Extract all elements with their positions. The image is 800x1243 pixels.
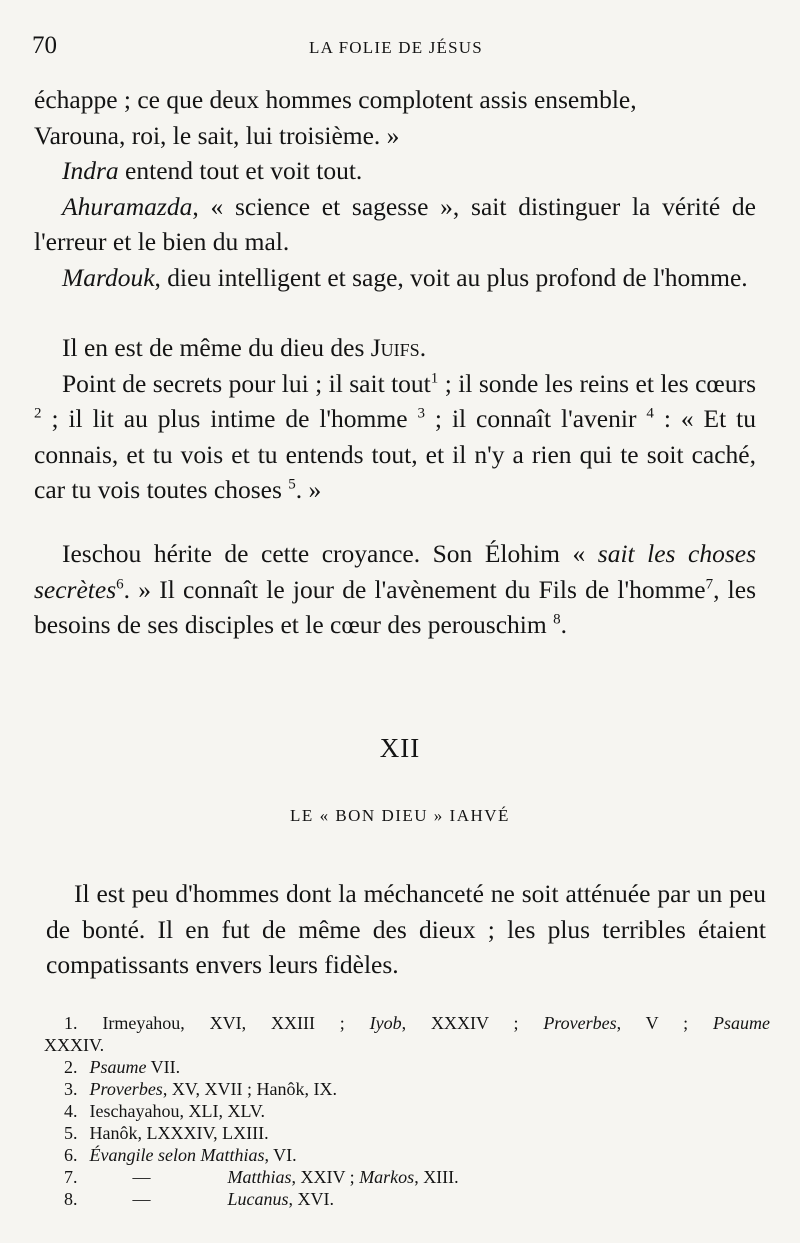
footnote-ref: 4	[646, 405, 654, 422]
footnote-2	[44, 1056, 770, 1078]
body-section-3	[34, 536, 756, 643]
footnote-text: Ieschayahou, XLI, XLV.	[89, 1101, 265, 1121]
footnote-italic: Matthias	[227, 1167, 292, 1187]
text-line: Varouna, roi, le sait, lui troisième. »	[34, 120, 400, 150]
footnote-6	[44, 1144, 770, 1166]
footnote-text: Irmeyahou, XVI, XXIII ;	[102, 1013, 370, 1033]
footnote-italic: Iyob	[369, 1013, 402, 1033]
deity-name: Ahuramazda	[62, 191, 193, 221]
text-line: échappe ; ce que deux hommes complotent assis ensemble,	[34, 85, 637, 114]
footnote-number: 1.	[64, 1013, 78, 1033]
paragraph-text: , les besoins de ses disciples et le cœur des perouschim	[34, 574, 757, 639]
footnote-text: , XVI.	[288, 1189, 335, 1209]
footnote-text: , VI.	[264, 1145, 297, 1165]
chapter-body	[46, 876, 766, 983]
paragraph-text: Ieschou hérite de cette croyance. Son Élohim «	[62, 539, 598, 568]
footnote-number: 8.	[64, 1189, 78, 1209]
paragraph-juifs	[34, 330, 756, 366]
chapter-number: XII	[379, 733, 421, 763]
deity-name: Indra	[62, 156, 119, 185]
body-section-1	[34, 82, 756, 295]
footnote-number: 6.	[64, 1145, 78, 1165]
paragraph-indra	[34, 153, 756, 189]
footnote-number: 5.	[64, 1123, 78, 1143]
paragraph-text: ; il connaît l'avenir	[424, 404, 647, 433]
footnote-text: , XIII.	[414, 1167, 459, 1187]
paragraph-text: ; il lit au plus intime de l'homme	[41, 404, 418, 433]
paragraph-ieschou	[34, 536, 756, 643]
footnote-number: 3.	[64, 1079, 78, 1099]
footnote-ref: 2	[34, 405, 42, 422]
footnote-italic: Markos	[359, 1167, 415, 1187]
footnote-ref: 3	[417, 405, 425, 422]
paragraph-text: Il en est de même du dieu des	[62, 333, 371, 362]
footnote-1	[44, 1012, 770, 1034]
footnote-text: , V ;	[616, 1013, 713, 1033]
paragraph-text: .	[419, 333, 427, 362]
paragraph-text: . »	[295, 475, 322, 504]
paragraph-line	[34, 118, 756, 154]
footnote-8	[44, 1188, 770, 1210]
paragraph-text: , « science et sagesse », sait distinguer la vérité de l'erreur et le bien du mal.	[34, 191, 756, 256]
paragraph-text: . » Il connaît le jour de l'avènement du Fils de l'homme	[123, 574, 706, 604]
paragraph-text: ; il sonde les reins et les cœurs	[438, 368, 756, 398]
footnote-text: , XXXIV ;	[401, 1013, 544, 1033]
footnote-text: Hanôk, LXXXIV, LXIII.	[89, 1123, 269, 1143]
footnote-italic: Évangile selon Matthias	[89, 1145, 265, 1165]
paragraph-ahuramazda	[34, 189, 756, 260]
footnote-text: , XXIV ;	[291, 1167, 360, 1187]
footnote-ref: 1	[430, 370, 439, 386]
footnote-text: , XV, XVII ; Hanôk, IX.	[162, 1079, 337, 1099]
paragraph-text: Point de secrets pour lui ; il sait tout	[62, 368, 431, 398]
chapter-title: LE « BON DIEU » IAHVÉ	[290, 806, 510, 825]
paragraph-text: , dieu intelligent et sage, voit au plus profond de l'homme.	[154, 262, 748, 292]
footnote-4	[44, 1100, 770, 1122]
footnote-ref: 7	[705, 576, 714, 592]
footnote-italic: Psaume	[713, 1013, 770, 1033]
ditto-dash: —	[132, 1167, 151, 1187]
page-number: 70	[32, 32, 57, 59]
footnote-ref: 6	[116, 576, 124, 592]
footnote-3	[44, 1078, 770, 1100]
running-title: LA FOLIE DE JÉSUS	[309, 38, 483, 57]
footnote-number: 4.	[64, 1101, 78, 1121]
deity-name: Mardouk	[62, 262, 155, 292]
footnote-italic: Lucanus	[227, 1189, 289, 1209]
paragraph-secrets	[34, 366, 756, 508]
footnotes	[44, 1012, 770, 1210]
paragraph-text: : « Et tu connais, et tu vois et tu entends tout, et il n'y a rien qui te soit caché, car tu vois toutes choses	[34, 404, 756, 504]
footnote-1-continued: XXXIV.	[44, 1035, 105, 1055]
paragraph-mardouk	[34, 260, 756, 296]
paragraph-text: entend tout et voit tout.	[118, 156, 363, 185]
footnote-5	[44, 1122, 770, 1144]
paragraph-line	[34, 82, 756, 118]
ditto-dash: —	[132, 1189, 151, 1209]
footnote-number: 2.	[64, 1057, 78, 1077]
paragraph-text: .	[560, 610, 567, 639]
footnote-italic: Proverbes	[543, 1013, 617, 1033]
body-section-2	[34, 330, 756, 508]
footnote-italic: Psaume	[89, 1057, 147, 1077]
footnote-7	[44, 1166, 770, 1188]
small-caps-word: Juifs	[370, 333, 420, 362]
page-header	[32, 32, 760, 62]
footnote-italic: Proverbes	[89, 1079, 163, 1099]
footnote-ref: 8	[553, 611, 561, 628]
footnote-ref: 5	[288, 476, 296, 493]
footnote-number: 7.	[64, 1167, 78, 1187]
footnote-text: VII.	[146, 1057, 181, 1077]
italic-quote: sait les choses secrètes	[34, 539, 756, 604]
paragraph-bonte: Il est peu d'hommes dont la méchanceté ne soit atténuée par un peu de bonté. Il en fut de même des dieux ; les plus terribles étaient compatissants envers leurs fidèles.	[46, 879, 766, 979]
